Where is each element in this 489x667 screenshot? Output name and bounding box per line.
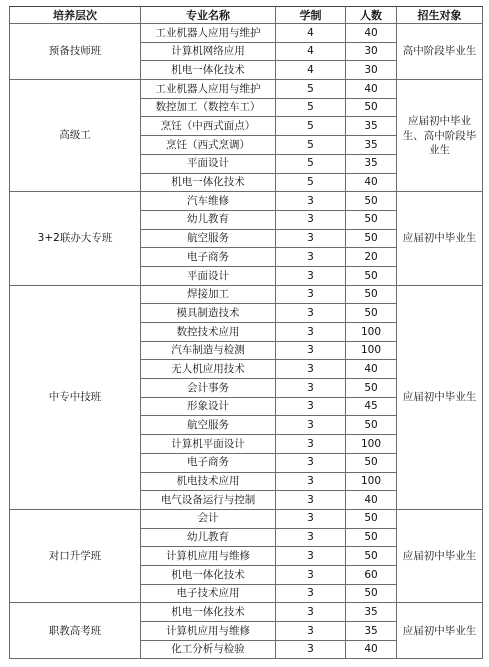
major-cell: 机电一体化技术 [141, 603, 276, 622]
years-cell: 3 [276, 192, 346, 211]
years-cell: 3 [276, 341, 346, 360]
count-cell: 60 [346, 565, 397, 584]
major-cell: 烹饪（西式烹调） [141, 136, 276, 155]
target-cell: 应届初中毕业生、高中阶段毕业生 [397, 80, 483, 192]
major-cell: 工业机器人应用与维护 [141, 80, 276, 99]
count-cell: 50 [346, 453, 397, 472]
years-cell: 3 [276, 379, 346, 398]
years-cell: 5 [276, 117, 346, 136]
years-cell: 3 [276, 397, 346, 416]
years-cell: 3 [276, 640, 346, 659]
years-cell: 3 [276, 622, 346, 641]
years-cell: 4 [276, 42, 346, 61]
major-cell: 模具制造技术 [141, 304, 276, 323]
count-cell: 50 [346, 210, 397, 229]
count-cell: 35 [346, 136, 397, 155]
level-cell: 高级工 [10, 80, 141, 192]
major-cell: 电子商务 [141, 248, 276, 267]
major-cell: 计算机平面设计 [141, 435, 276, 454]
count-cell: 50 [346, 547, 397, 566]
years-cell: 3 [276, 210, 346, 229]
years-cell: 5 [276, 154, 346, 173]
header-level: 培养层次 [10, 7, 141, 24]
count-cell: 40 [346, 24, 397, 43]
table-row [10, 192, 483, 211]
target-cell: 应届初中毕业生 [397, 603, 483, 659]
years-cell: 3 [276, 603, 346, 622]
table-row [10, 285, 483, 304]
count-cell: 30 [346, 42, 397, 61]
count-cell: 50 [346, 229, 397, 248]
major-cell: 无人机应用技术 [141, 360, 276, 379]
count-cell: 40 [346, 360, 397, 379]
years-cell: 3 [276, 285, 346, 304]
count-cell: 40 [346, 80, 397, 99]
header-major: 专业名称 [141, 7, 276, 24]
major-cell: 工业机器人应用与维护 [141, 24, 276, 43]
major-cell: 计算机网络应用 [141, 42, 276, 61]
years-cell: 3 [276, 547, 346, 566]
count-cell: 50 [346, 416, 397, 435]
count-cell: 35 [346, 117, 397, 136]
major-cell: 汽车维修 [141, 192, 276, 211]
table-row [10, 24, 483, 43]
major-cell: 汽车制造与检测 [141, 341, 276, 360]
target-cell: 应届初中毕业生 [397, 285, 483, 509]
count-cell: 50 [346, 584, 397, 603]
header-target: 招生对象 [397, 7, 483, 24]
count-cell: 50 [346, 192, 397, 211]
major-cell: 机电技术应用 [141, 472, 276, 491]
table-row [10, 80, 483, 99]
major-cell: 机电一体化技术 [141, 173, 276, 192]
count-cell: 50 [346, 528, 397, 547]
target-cell: 应届初中毕业生 [397, 192, 483, 285]
major-cell: 烹饪（中西式面点） [141, 117, 276, 136]
count-cell: 100 [346, 435, 397, 454]
table-body [10, 24, 483, 659]
major-cell: 幼儿教育 [141, 210, 276, 229]
years-cell: 3 [276, 584, 346, 603]
major-cell: 平面设计 [141, 266, 276, 285]
major-cell: 幼儿教育 [141, 528, 276, 547]
major-cell: 电子商务 [141, 453, 276, 472]
years-cell: 3 [276, 266, 346, 285]
count-cell: 20 [346, 248, 397, 267]
enrollment-table-container [9, 6, 483, 659]
count-cell: 100 [346, 341, 397, 360]
count-cell: 50 [346, 304, 397, 323]
target-cell: 高中阶段毕业生 [397, 24, 483, 80]
years-cell: 3 [276, 323, 346, 342]
years-cell: 4 [276, 61, 346, 80]
count-cell: 50 [346, 285, 397, 304]
years-cell: 3 [276, 528, 346, 547]
count-cell: 30 [346, 61, 397, 80]
target-cell: 应届初中毕业生 [397, 509, 483, 602]
count-cell: 100 [346, 472, 397, 491]
count-cell: 35 [346, 603, 397, 622]
count-cell: 40 [346, 640, 397, 659]
level-cell: 对口升学班 [10, 509, 141, 602]
count-cell: 40 [346, 491, 397, 510]
years-cell: 3 [276, 435, 346, 454]
years-cell: 3 [276, 416, 346, 435]
major-cell: 化工分析与检验 [141, 640, 276, 659]
header-count: 人数 [346, 7, 397, 24]
years-cell: 3 [276, 565, 346, 584]
years-cell: 3 [276, 360, 346, 379]
count-cell: 50 [346, 98, 397, 117]
major-cell: 航空服务 [141, 229, 276, 248]
enrollment-table [9, 6, 483, 659]
table-row [10, 509, 483, 528]
years-cell: 3 [276, 229, 346, 248]
level-cell: 中专中技班 [10, 285, 141, 509]
years-cell: 5 [276, 173, 346, 192]
major-cell: 机电一体化技术 [141, 61, 276, 80]
level-cell: 预备技师班 [10, 24, 141, 80]
count-cell: 50 [346, 509, 397, 528]
years-cell: 4 [276, 24, 346, 43]
major-cell: 平面设计 [141, 154, 276, 173]
major-cell: 计算机应用与维修 [141, 622, 276, 641]
years-cell: 3 [276, 453, 346, 472]
count-cell: 40 [346, 173, 397, 192]
count-cell: 35 [346, 154, 397, 173]
years-cell: 3 [276, 304, 346, 323]
years-cell: 5 [276, 80, 346, 99]
years-cell: 3 [276, 248, 346, 267]
years-cell: 5 [276, 136, 346, 155]
major-cell: 会计 [141, 509, 276, 528]
major-cell: 机电一体化技术 [141, 565, 276, 584]
major-cell: 数控技术应用 [141, 323, 276, 342]
count-cell: 45 [346, 397, 397, 416]
header-row [10, 7, 483, 24]
years-cell: 3 [276, 509, 346, 528]
major-cell: 形象设计 [141, 397, 276, 416]
major-cell: 电子技术应用 [141, 584, 276, 603]
count-cell: 50 [346, 379, 397, 398]
major-cell: 电气设备运行与控制 [141, 491, 276, 510]
years-cell: 5 [276, 98, 346, 117]
count-cell: 50 [346, 266, 397, 285]
count-cell: 35 [346, 622, 397, 641]
major-cell: 航空服务 [141, 416, 276, 435]
header-years: 学制 [276, 7, 346, 24]
level-cell: 3+2联办大专班 [10, 192, 141, 285]
major-cell: 焊接加工 [141, 285, 276, 304]
years-cell: 3 [276, 472, 346, 491]
count-cell: 100 [346, 323, 397, 342]
major-cell: 会计事务 [141, 379, 276, 398]
years-cell: 3 [276, 491, 346, 510]
major-cell: 计算机应用与维修 [141, 547, 276, 566]
table-row [10, 603, 483, 622]
level-cell: 职教高考班 [10, 603, 141, 659]
major-cell: 数控加工（数控车工） [141, 98, 276, 117]
